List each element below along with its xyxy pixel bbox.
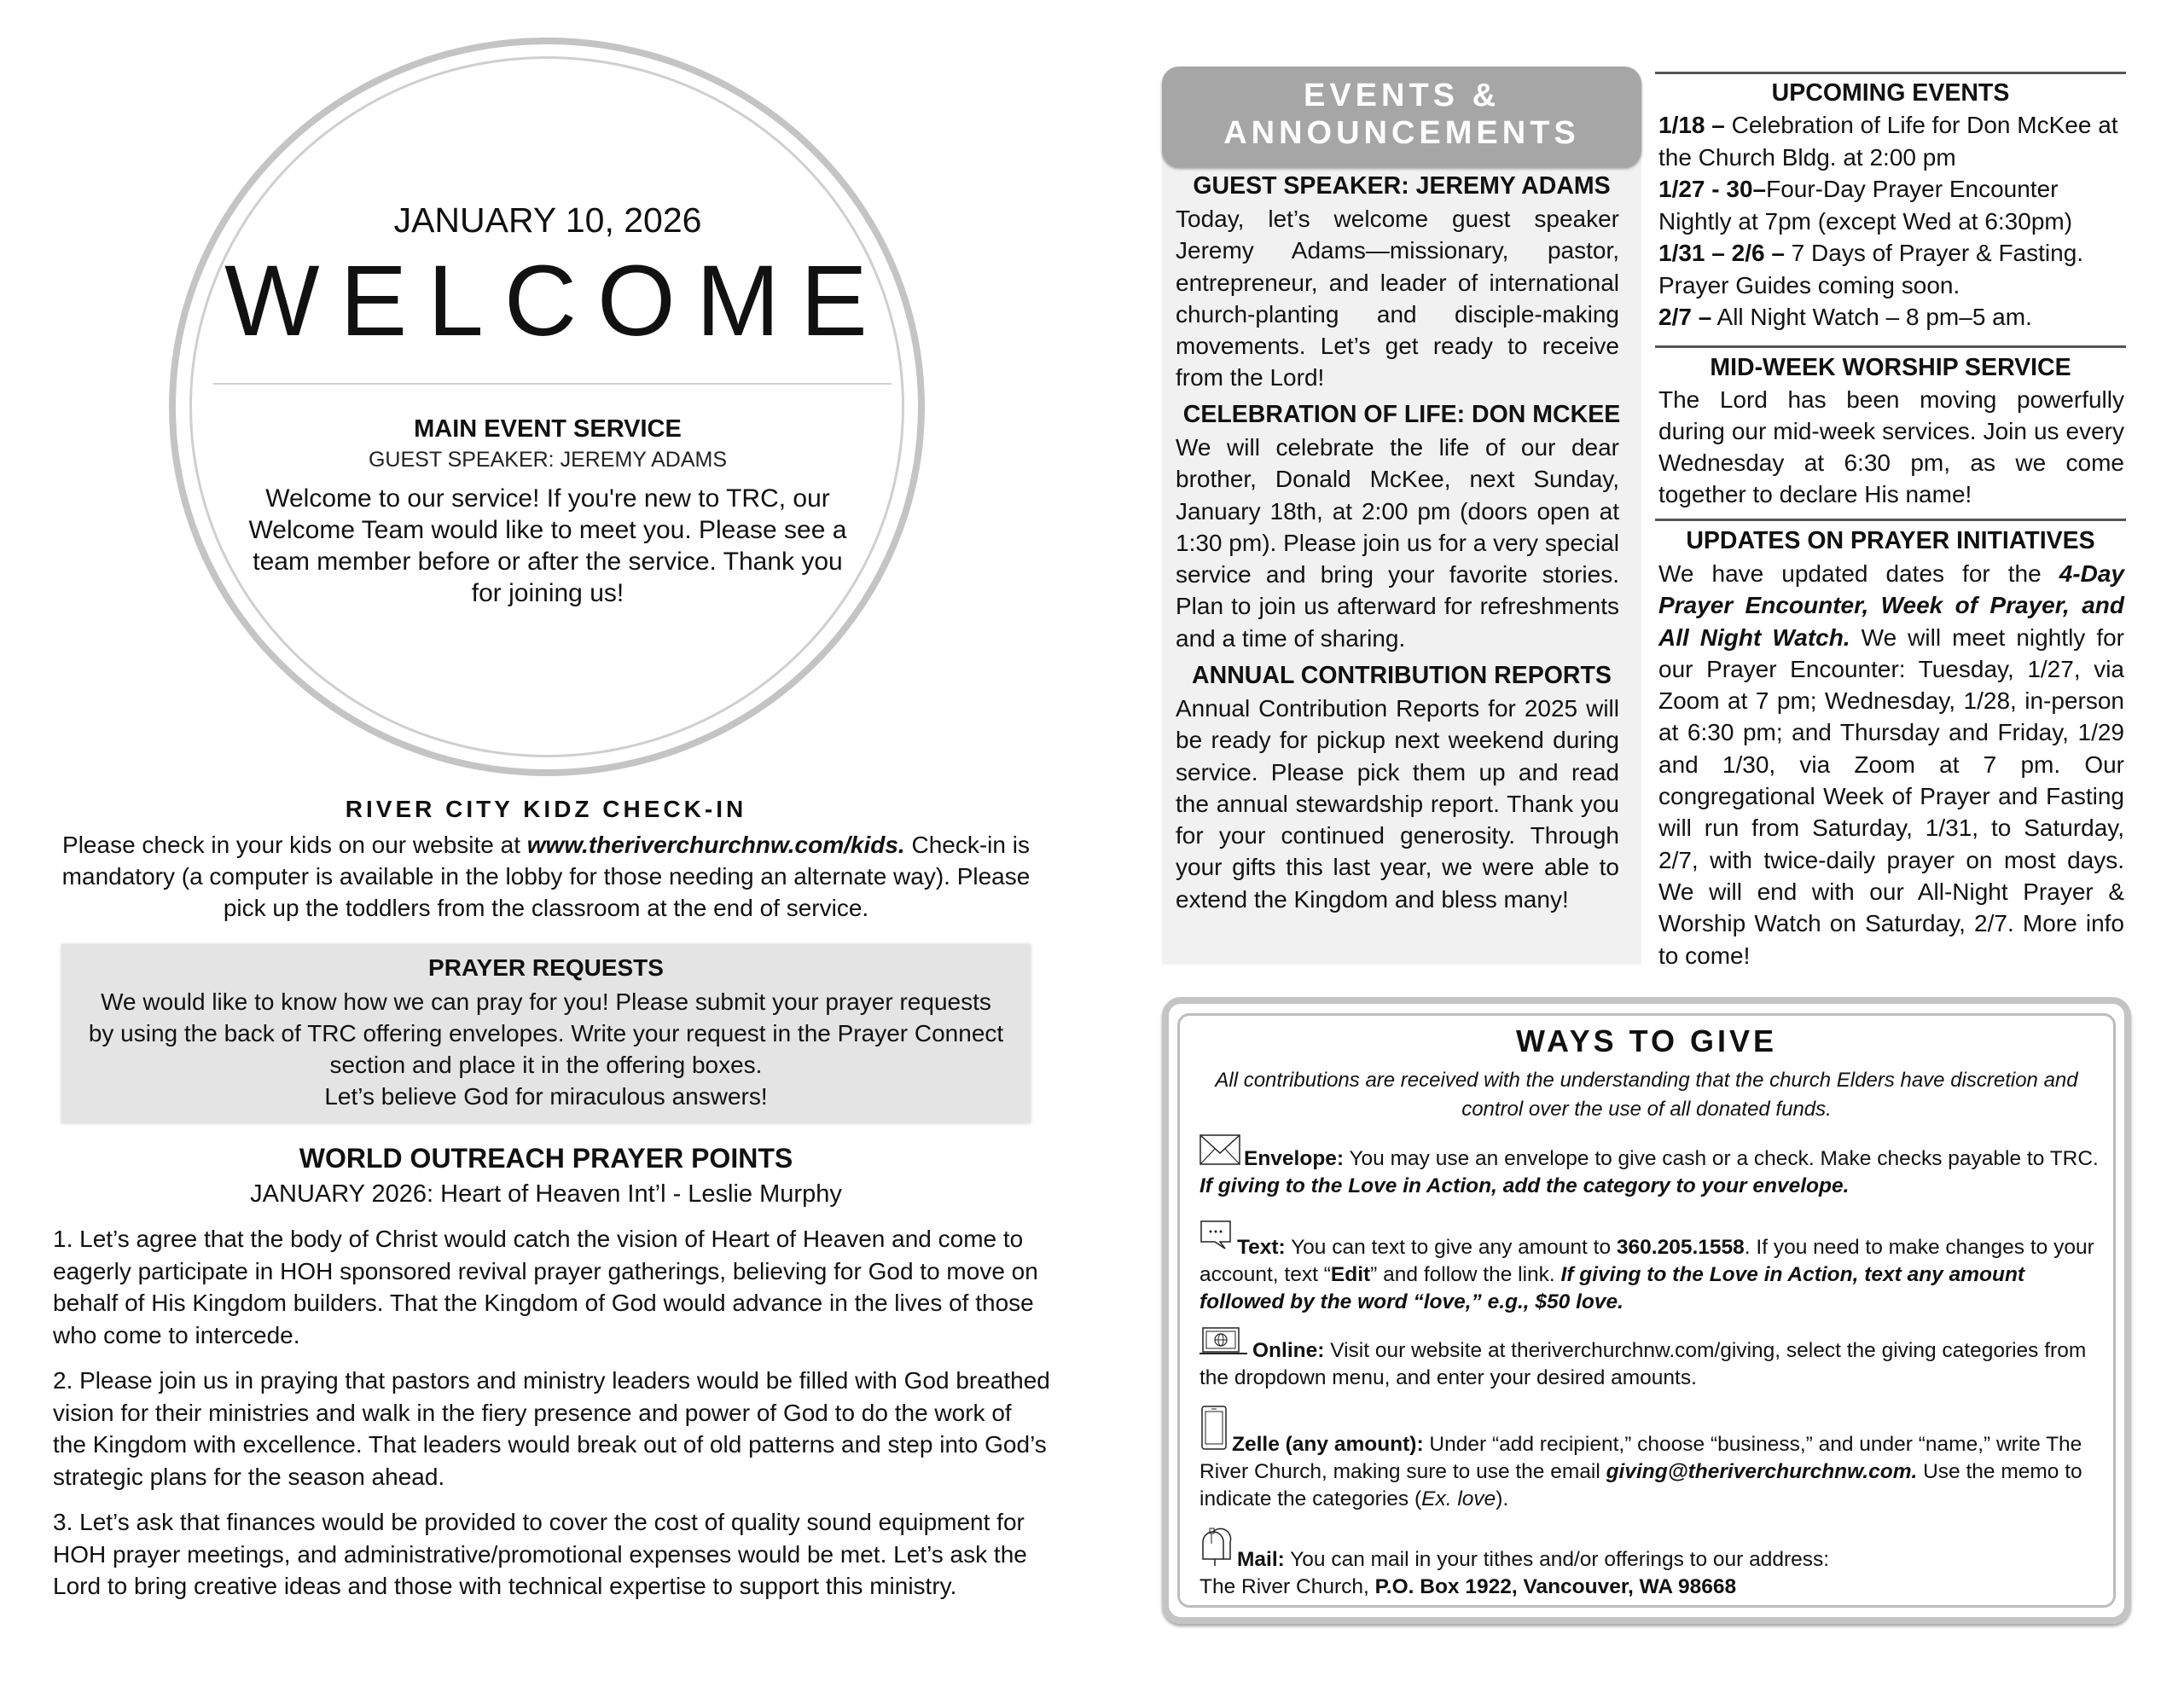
welcome-title: WELCOME	[224, 245, 888, 357]
give-method-text	[1199, 1220, 2112, 1316]
upcoming-event-item	[1658, 237, 2136, 301]
event-title: ANNUAL CONTRIBUTION REPORTS	[1192, 662, 1612, 689]
give-body: You can mail in your tithes and/or offerings to our address:	[1284, 1548, 1830, 1571]
welcome-divider	[213, 383, 892, 385]
give-body: Use the memo to indicate the categories (	[1199, 1460, 2082, 1510]
kidz-body-prefix: Please check in your kids on our website at	[62, 832, 527, 858]
prayer-initiatives-title: UPDATES ON PRAYER INITIATIVES	[1686, 527, 2095, 554]
ways-to-give-disclaimer: All contributions are received with the understanding that the church Elders have discretion and control over the use of all donated funds.	[1215, 1069, 2078, 1121]
give-mail-name: The River Church,	[1199, 1575, 1375, 1598]
prayer-requests-body	[85, 986, 1007, 1112]
prayer-initiatives-emphasis: 4-Day Prayer Encounter, Week of Prayer, and All Night Watch.	[1658, 560, 2124, 651]
world-outreach-subtitle: JANUARY 2026: Heart of Heaven Int’l - Leslie Murphy	[250, 1180, 842, 1208]
upcoming-events-list	[1658, 109, 2136, 333]
kidz-body-suffix: Check-in is mandatory (a computer is available in the lobby for those needing an alternate way). Please pick up the toddlers from the classroom at the end of service.	[61, 832, 1031, 921]
kidz-checkin-body	[51, 829, 1041, 924]
prayer-initiatives-body	[1658, 558, 2124, 971]
main-event-subtitle: GUEST SPEAKER: JEREMY ADAMS	[368, 448, 728, 472]
prayer-point: 1. Let’s agree that the body of Christ would catch the vision of Heart of Heaven and come to eagerly participate in HOH sponsored revival prayer gatherings, believing for God to move on behalf of His Kingdom builders. That the Kingdom of God would advance in the lives of those who come to intercede.	[53, 1226, 1038, 1348]
mailbox-icon	[1199, 1527, 1234, 1574]
prayer-initiatives-prefix: We have updated dates for the	[1658, 560, 2059, 587]
give-label: Mail:	[1237, 1548, 1285, 1571]
give-body: ).	[1496, 1487, 1509, 1510]
give-phone-number[interactable]: 360.205.1558	[1616, 1236, 1745, 1259]
prayer-requests-closing: Let’s believe God for miraculous answers!	[324, 1083, 768, 1110]
bulletin-date: JANUARY 10, 2026	[393, 200, 702, 240]
upcoming-event-date: 1/31 – 2/6 –	[1658, 240, 1785, 266]
world-outreach-title: WORLD OUTREACH PRAYER POINTS	[299, 1143, 793, 1174]
phone-icon	[1199, 1405, 1228, 1458]
event-body: Annual Contribution Reports for 2025 will be ready for pickup next weekend during service. Please pick them up and read the annual stewardship report. Thank you for your continued generosity. Through your gifts this last year, we were able to extend the Kingdom and bless many!	[1176, 695, 1619, 913]
upcoming-event-item	[1658, 173, 2136, 237]
main-event-body: Welcome to our service! If you're new to TRC, our Welcome Team would like to meet you. Please see a team member before or after the service. Thank you for joining us!	[248, 484, 847, 607]
give-body: Under “add recipient,” choose “business,” and under “name,” write The River Church, making sure to use the email	[1199, 1433, 2082, 1483]
kidz-checkin-title: RIVER CITY KIDZ CHECK-IN	[345, 796, 747, 822]
give-email[interactable]: giving@theriverchurchnw.com.	[1606, 1460, 1918, 1483]
events-header-line2: ANNOUNCEMENTS	[1223, 115, 1580, 151]
upcoming-event-date: 1/18 –	[1658, 112, 1725, 138]
envelope-icon	[1199, 1134, 1240, 1173]
event-title: GUEST SPEAKER: JEREMY ADAMS	[1193, 172, 1611, 200]
give-mail-address: P.O. Box 1922, Vancouver, WA 98668	[1374, 1575, 1737, 1598]
midweek-service-body: The Lord has been moving powerfully during our mid-week services. Join us every Wednesday at 6:30 pm, as we come together to declare His name!	[1658, 386, 2124, 507]
give-label: Online:	[1252, 1339, 1325, 1362]
upcoming-events-title: UPCOMING EVENTS	[1771, 79, 2010, 107]
give-emphasis: If giving to the Love in Action, add the category to your envelope.	[1199, 1174, 1850, 1197]
prayer-point: 3. Let’s ask that finances would be provided to cover the cost of quality sound equipment for HOH prayer meetings, and administrative/promotional expenses would be met. Let’s ask the Lord to bring creative ideas and those with technical expertise to support this ministry.	[53, 1509, 1027, 1599]
event-body: Today, let’s welcome guest speaker Jeremy Adams—missionary, pastor, entrepreneur, and leader of international church-planting and disciple-making movements. Let’s get ready to receive from the Lord!	[1176, 206, 1619, 391]
give-body: You may use an envelope to give cash or a check. Make checks payable to TRC.	[1344, 1147, 2099, 1170]
events-header-line1: EVENTS &	[1303, 78, 1501, 113]
give-method-zelle	[1199, 1405, 2112, 1513]
laptop-globe-icon	[1199, 1326, 1249, 1365]
upcoming-event-item	[1658, 301, 2136, 333]
events-header-title	[1162, 77, 1641, 152]
section-divider	[1655, 519, 2126, 521]
prayer-requests-title: PRAYER REQUESTS	[428, 954, 664, 981]
event-body: We will celebrate the life of our dear brother, Donald McKee, next Sunday, January 18th, at 2:00 pm (doors open at 1:30 pm). Please join us for a very special service and bring your favorite stories. Plan to join us afterward for refreshments and a time of sharing.	[1176, 434, 1619, 652]
section-divider	[1655, 72, 2126, 74]
upcoming-event-text: Four-Day Prayer Encounter Nightly at 7pm (except Wed at 6:30pm)	[1658, 176, 2073, 235]
upcoming-event-text: Celebration of Life for Don McKee at the Church Bldg. at 2:00 pm	[1658, 112, 2118, 171]
give-emphasis: If giving to the Love in Action, text any amount followed by the word “love,” e.g., $50 love.	[1199, 1263, 2025, 1313]
give-example: Ex. love	[1421, 1487, 1496, 1510]
give-label: Envelope:	[1244, 1147, 1345, 1170]
prayer-requests-text: We would like to know how we can pray for you! Please submit your prayer requests by using the back of TRC offering envelopes. Write your request in the Prayer Connect section and place it in the offering boxes.	[88, 988, 1004, 1078]
chat-bubble-icon	[1199, 1220, 1234, 1261]
give-body: Visit our website at theriverchurchnw.com/giving, select the giving categories from the dropdown menu, and enter your desired amounts.	[1199, 1339, 2087, 1389]
give-body: ” and follow the link.	[1370, 1263, 1561, 1286]
midweek-service-title: MID-WEEK WORSHIP SERVICE	[1710, 354, 2071, 381]
give-method-envelope	[1199, 1134, 2112, 1200]
upcoming-event-date: 1/27 - 30–	[1658, 176, 1767, 202]
prayer-point: 2. Please join us in praying that pastors and ministry leaders would be filled with God breathed vision for their ministries and walk in the fiery presence and power of God to do the work of the Kingdom with excellence. That leaders would break out of old patterns and step into God’s strategic plans for the season ahead.	[53, 1367, 1050, 1490]
welcome-circle-inner	[189, 56, 904, 757]
upcoming-event-item	[1658, 109, 2136, 173]
give-body: . If you need to make changes to your account, text “	[1199, 1236, 2094, 1286]
main-event-title: MAIN EVENT SERVICE	[414, 415, 682, 443]
give-method-mail	[1199, 1527, 2112, 1601]
give-keyword: Edit	[1330, 1263, 1371, 1286]
upcoming-event-date: 2/7 –	[1658, 304, 1712, 330]
upcoming-event-text: All Night Watch – 8 pm–5 am.	[1711, 304, 2032, 330]
section-divider	[1655, 345, 2126, 348]
ways-to-give-title: WAYS TO GIVE	[1515, 1023, 1778, 1058]
upcoming-event-text: 7 Days of Prayer & Fasting. Prayer Guides coming soon.	[1658, 240, 2084, 299]
give-method-online	[1199, 1326, 2112, 1392]
give-label: Text:	[1237, 1236, 1286, 1259]
give-body: You can text to give any amount to	[1285, 1236, 1617, 1259]
event-title: CELEBRATION OF LIFE: DON MCKEE	[1182, 401, 1621, 428]
kidz-checkin-link[interactable]: www.theriverchurchnw.com/kids.	[526, 832, 905, 858]
give-label: Zelle (any amount):	[1232, 1433, 1424, 1456]
prayer-initiatives-suffix: We will meet nightly for our Prayer Encounter: Tuesday, 1/27, via Zoom at 7 pm; Wednesday, 1/28, in-person at 6:30 pm; and Thursday and Friday, 1/29 and 1/30, via Zoom at 7 pm. Our congregational Week of Prayer and Fasting will run from Saturday, 1/31, to Saturday, 2/7, with twice-daily prayer on most days. We will end with our All-Night Prayer & Worship Watch on Saturday, 2/7. More info to come!	[1658, 623, 2124, 969]
